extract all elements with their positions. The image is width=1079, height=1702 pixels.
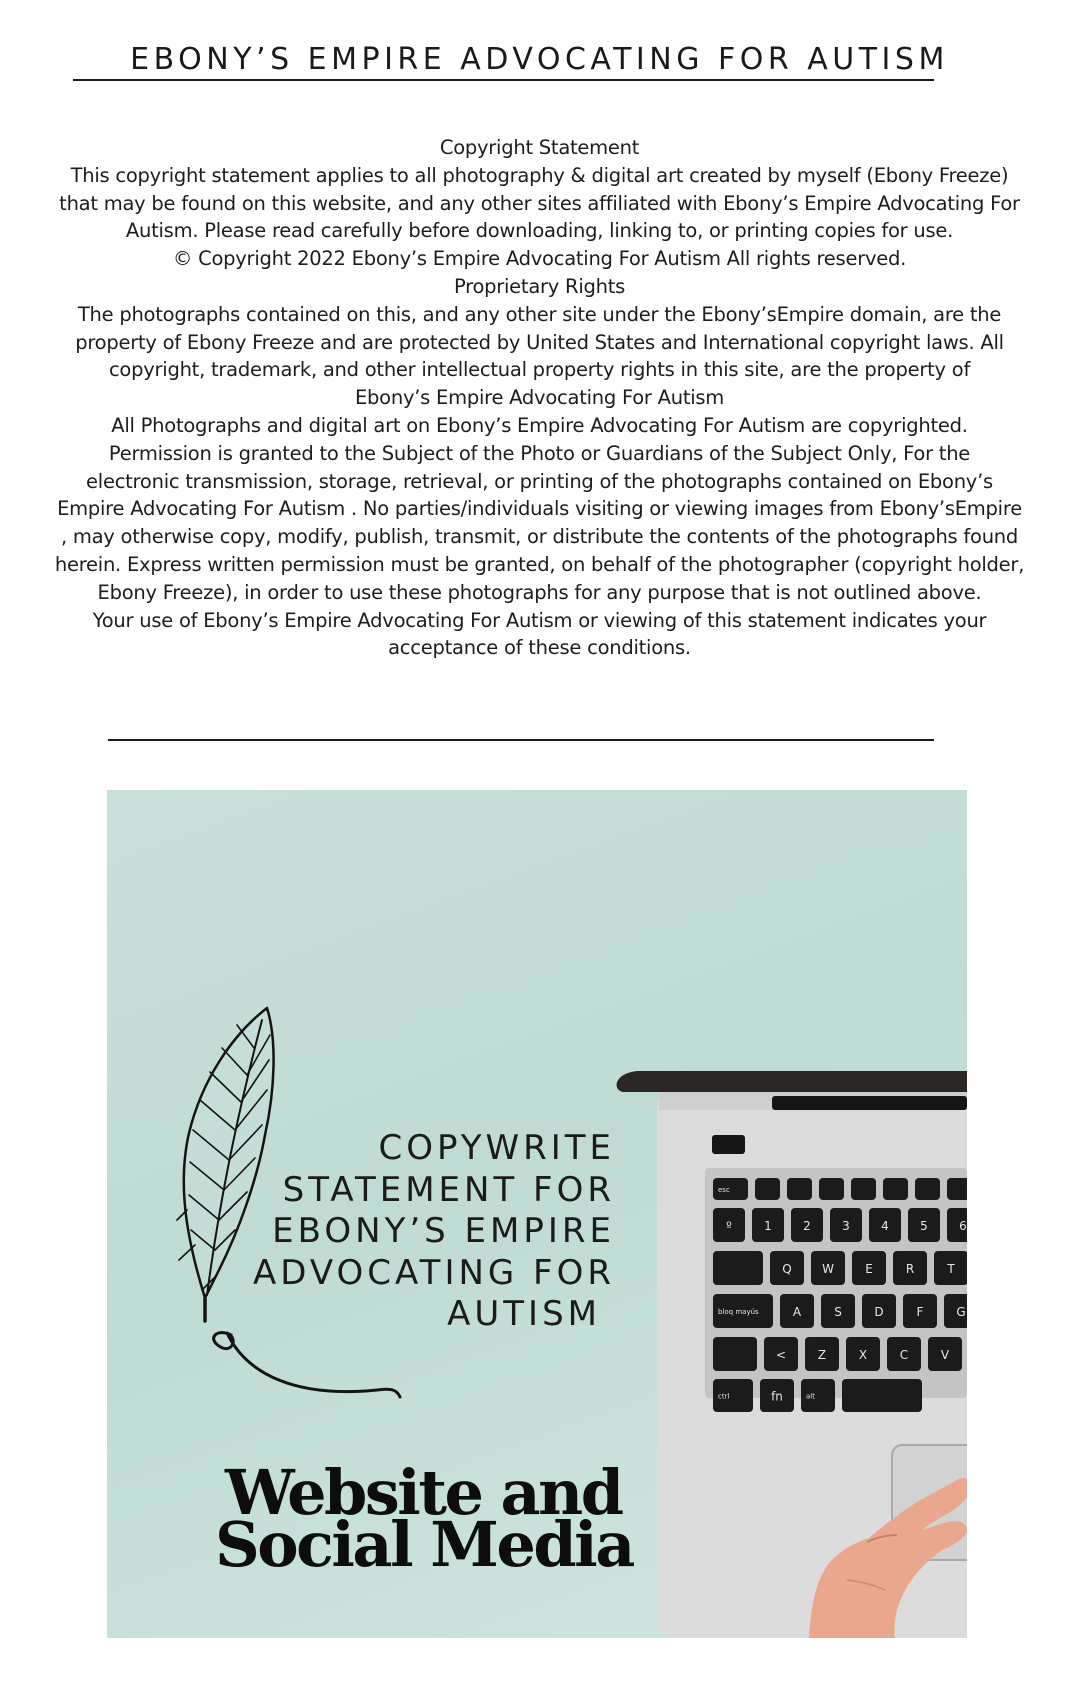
graphic-title-line: COPYWRITE: [378, 1128, 615, 1168]
statement-line: Ebony Freeze), in order to use these photographs for any purpose that is not outlined above.: [97, 580, 982, 604]
keyboard-key: [915, 1178, 940, 1200]
keyboard-key-label: 1: [764, 1219, 772, 1233]
keyboard-key-label: V: [940, 1348, 950, 1362]
statement-line: Ebony’s Empire Advocating For Autism: [354, 386, 725, 410]
statement-line: Permission is granted to the Subject of the Photo or Guardians of the Subject Only, For the: [108, 441, 971, 465]
statement-heading: Copyright Statement: [439, 136, 640, 159]
keyboard-key-label: 5: [920, 1219, 928, 1233]
graphic-title-line: EBONY’S EMPIRE: [272, 1211, 615, 1251]
keyboard-key: [851, 1178, 876, 1200]
graphic-title-line: AUTISM: [447, 1294, 601, 1334]
keyboard-key-label: A: [792, 1305, 802, 1319]
section-divider: [108, 739, 934, 741]
graphic-title: [253, 1128, 615, 1336]
graphic-title-line: STATEMENT FOR: [282, 1169, 615, 1210]
graphic-subtitle-line: Social Media: [215, 1508, 633, 1581]
keyboard-key-label: R: [905, 1262, 915, 1276]
graphic-title-line: ADVOCATING FOR: [253, 1252, 615, 1293]
keyboard-key-label: G: [956, 1305, 966, 1319]
copyright-notice: © Copyright 2022 Ebony’s Empire Advocating For Autism All rights reserved.: [172, 247, 907, 271]
statement-line: copyright, trademark, and other intellectual property rights in this site, are the property of: [108, 358, 971, 382]
keyboard-key-label: 2: [803, 1219, 811, 1233]
statement-line: , may otherwise copy, modify, publish, transmit, or distribute the contents of the photographs found: [60, 525, 1019, 549]
statement-line: property of Ebony Freeze and are protected by United States and International copyright laws. All: [75, 330, 1004, 354]
keyboard-key-label: Z: [817, 1348, 827, 1362]
laptop-screen-edge: [617, 1071, 967, 1092]
keyboard-key: [713, 1337, 757, 1371]
keyboard-key: [883, 1178, 908, 1200]
keyboard-key-label: º: [726, 1219, 732, 1233]
statement-line: acceptance of these conditions.: [388, 636, 691, 660]
header-divider: [73, 79, 934, 81]
keyboard-key-label: esc: [718, 1186, 730, 1194]
graphic-subtitle: [215, 1456, 633, 1581]
statement-line: All Photographs and digital art on Ebony’s Empire Advocating For Autism are copyrighted.: [111, 413, 968, 437]
keyboard-key-label: alt: [806, 1392, 815, 1401]
keyboard-key: [819, 1178, 844, 1200]
statement-line: electronic transmission, storage, retrieval, or printing of the photographs contained on Ebony’s: [86, 469, 993, 493]
keyboard-key-label: fn: [771, 1389, 783, 1404]
proprietary-rights-heading: Proprietary Rights: [453, 274, 626, 298]
statement-line: that may be found on this website, and any other sites affiliated with Ebony’s Empire Advocating For: [59, 191, 1020, 215]
keyboard-key: [755, 1178, 780, 1200]
keyboard-key-label: 6: [959, 1219, 967, 1233]
keyboard-key-label: 4: [881, 1219, 889, 1233]
statement-line: This copyright statement applies to all photography & digital art created by myself (Ebony Freeze): [70, 163, 1009, 187]
copyright-statement: [20, 134, 1059, 662]
keyboard-key-label: D: [874, 1305, 884, 1319]
keyboard-key-label: bloq mayús: [718, 1308, 759, 1316]
graphic-subtitle-line: Website and: [225, 1456, 622, 1529]
keyboard-key: [713, 1251, 763, 1285]
keyboard-key: [787, 1178, 812, 1200]
keyboard-key-label: F: [916, 1305, 924, 1319]
keyboard-key-label: X: [858, 1348, 868, 1362]
page-header-title: EBONY’S EMPIRE ADVOCATING FOR AUTISM: [130, 42, 949, 77]
keyboard-key-label: E: [865, 1262, 873, 1276]
statement-line: Autism. Please read carefully before downloading, linking to, or printing copies for use.: [125, 219, 954, 243]
keyboard-key: [842, 1379, 922, 1412]
keyboard-key-label: T: [947, 1262, 955, 1276]
statement-line: herein. Express written permission must be granted, on behalf of the photographer (copyright holder,: [54, 552, 1025, 576]
keyboard-key-label: 3: [842, 1219, 850, 1233]
keyboard-key-label: ctrl: [718, 1392, 730, 1401]
statement-line: Your use of Ebony’s Empire Advocating For Autism or viewing of this statement indicates your: [92, 608, 987, 632]
promo-graphic: [107, 790, 967, 1638]
statement-line: The photographs contained on this, and any other site under the Ebony’sEmpire domain, are the: [77, 302, 1002, 326]
keyboard-key-label: <: [775, 1348, 787, 1362]
statement-line: Empire Advocating For Autism . No parties/individuals visiting or viewing images from Ebony’sEmpire: [57, 497, 1022, 521]
keyboard-key-label: Q: [782, 1262, 792, 1276]
keyboard-key: [947, 1178, 967, 1200]
keyboard-key-label: C: [899, 1348, 909, 1362]
keyboard-key-label: W: [822, 1262, 834, 1276]
keyboard-key-label: S: [834, 1305, 842, 1319]
